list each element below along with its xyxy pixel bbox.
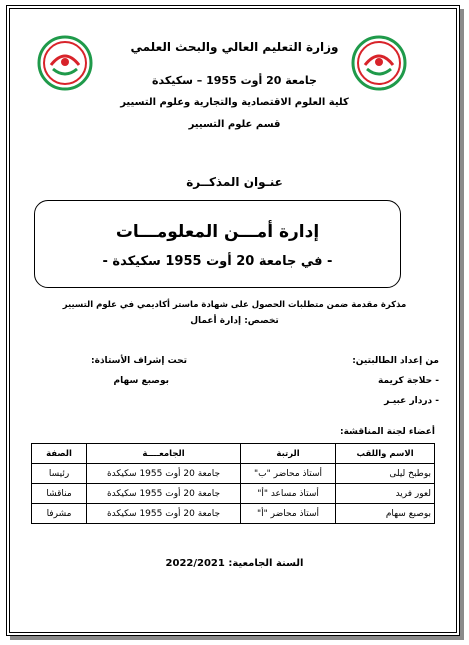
student-name: - حلاجة كريمة: [378, 376, 439, 386]
academic-year: السنة الجامعية: 2022/2021: [165, 558, 304, 569]
supervisor-label: تحت إشراف الأستاذة:: [91, 356, 187, 366]
jury-table: [31, 443, 435, 524]
jury-member-rank: أستاذ مساعد "أ": [240, 484, 335, 504]
memo-specialty: تخصص: إدارة أعمال: [190, 316, 279, 326]
jury-member-name: لعور فريد: [336, 484, 435, 504]
jury-member-role: مناقشا: [32, 484, 87, 504]
jury-member-rank: أستاذ محاضر "ب": [240, 464, 335, 484]
ministry-name: وزارة التعليم العالي والبحث العلمي: [130, 40, 339, 54]
student-name: - دردار عبيـر: [384, 396, 439, 406]
memo-title-label: عنـوان المذكــرة: [186, 175, 283, 189]
table-row: [32, 464, 435, 484]
column-header: الجامعــــة: [87, 444, 241, 464]
university-name: جامعة 20 أوت 1955 – سكيكدة: [152, 74, 317, 87]
jury-member-university: جامعة 20 أوت 1955 سكيكدة: [87, 464, 241, 484]
supervisor-name: بوصبع سهام: [113, 376, 169, 386]
jury-member-role: مشرفا: [32, 504, 87, 524]
page-shadow-bottom: [10, 636, 464, 640]
table-row: [32, 504, 435, 524]
jury-member-role: رئيسا: [32, 464, 87, 484]
memo-title-box: [34, 200, 401, 288]
jury-label: أعضاء لجنة المناقشة:: [339, 427, 435, 437]
memo-title: إدارة أمـــن المعلومـــات: [115, 222, 320, 242]
table-row: [32, 484, 435, 504]
column-header: الرتبة: [240, 444, 335, 464]
faculty-name: كلية العلوم الاقتصادية والتجارية وعلوم التسيير: [120, 97, 349, 108]
jury-member-university: جامعة 20 أوت 1955 سكيكدة: [87, 484, 241, 504]
column-header: الاسم واللقب: [336, 444, 435, 464]
department-name: قسم علوم التسيير: [188, 119, 281, 130]
jury-member-name: بوصبع سهام: [336, 504, 435, 524]
jury-member-rank: أستاذ محاضر "أ": [240, 504, 335, 524]
column-header: الصفة: [32, 444, 87, 464]
jury-member-name: بوطبخ ليلى: [336, 464, 435, 484]
memo-purpose: مذكرة مقدمة ضمن متطلبات الحصول على شهادة ماستر أكاديمي في علوم التسيير: [62, 300, 407, 310]
table-header-row: [32, 444, 435, 464]
memo-subtitle: - في جامعة 20 أوت 1955 سكيكدة -: [102, 254, 333, 269]
jury-member-university: جامعة 20 أوت 1955 سكيكدة: [87, 504, 241, 524]
students-label: من إعداد الطالبتين:: [352, 356, 439, 366]
